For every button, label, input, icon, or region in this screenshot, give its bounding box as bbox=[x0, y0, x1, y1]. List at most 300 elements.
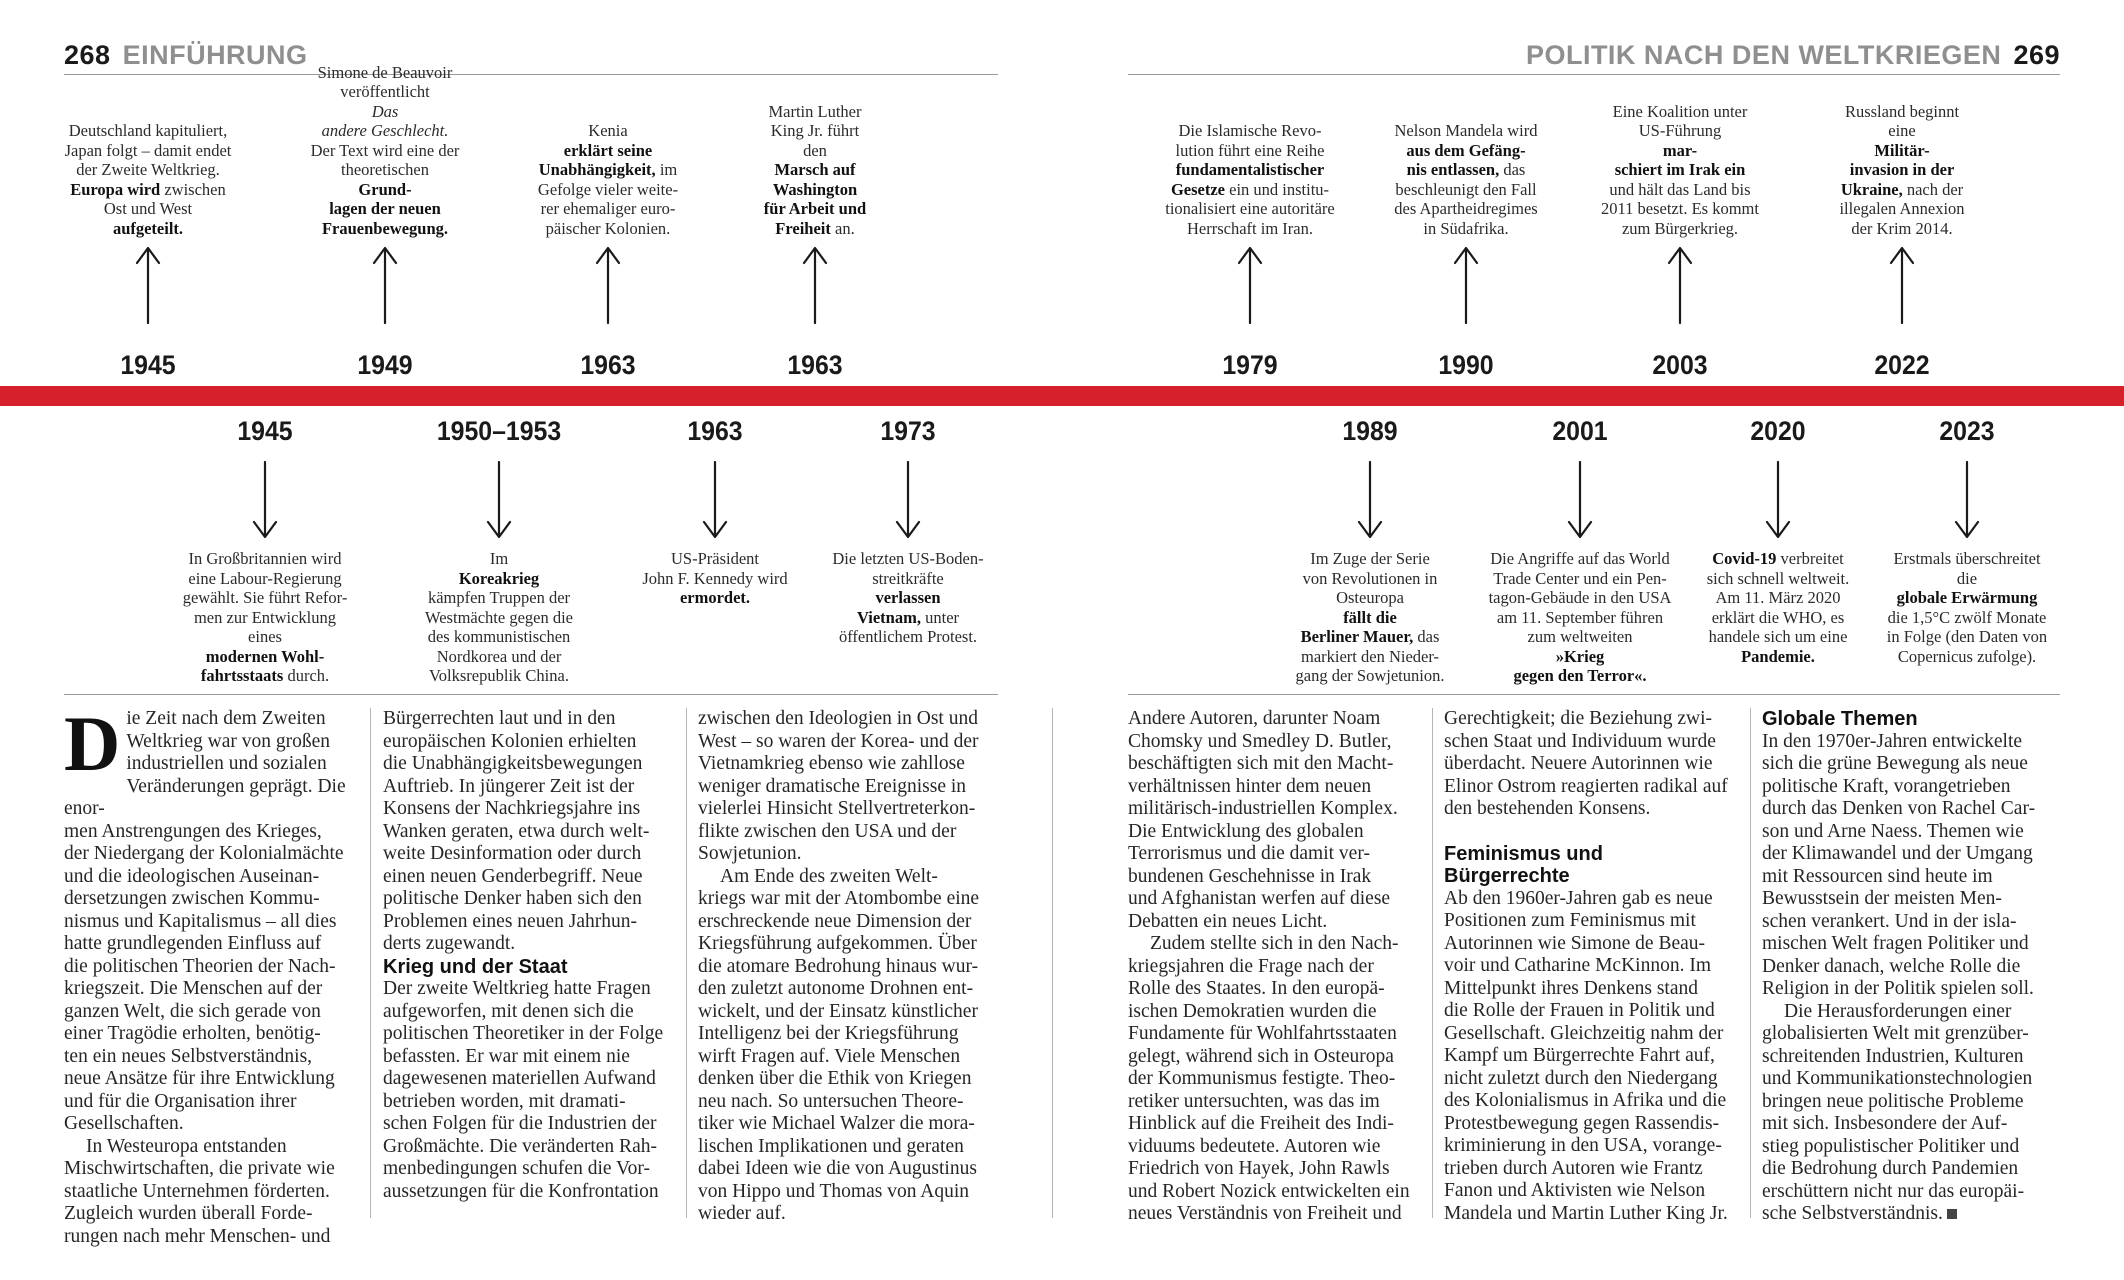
text-line: Intelligenz bei der Kriegsführung bbox=[698, 1023, 959, 1044]
event-text: nach der bbox=[1902, 179, 1964, 199]
text-line: mischen Welt fragen Politiker und bbox=[1762, 933, 2029, 954]
event-text: an. bbox=[830, 218, 855, 238]
text-line: retiker untersuchten, was das im bbox=[1128, 1090, 1380, 1112]
event-text: unter bbox=[920, 607, 960, 627]
event-text: Simone de Beauvoir bbox=[317, 62, 453, 82]
text-line: West – so waren der Korea- und der bbox=[698, 730, 979, 752]
text-line: Kampf um Bürgerrechte Fahrt auf, bbox=[1444, 1045, 1715, 1066]
text-line: men Anstrengungen des Krieges, bbox=[64, 820, 322, 842]
text-line: bringen neue politische Probleme bbox=[1762, 1090, 2024, 1112]
event-text: Volksrepublik China. bbox=[429, 666, 569, 685]
event-text: King Jr. führt bbox=[770, 121, 860, 140]
text-line: den zuletzt autonome Drohnen ent- bbox=[698, 978, 974, 999]
event-text: gang der Sowjetunion. bbox=[1295, 666, 1445, 685]
text-line: politischen Theoretiker in der Folge bbox=[383, 1023, 664, 1044]
event-text: Nordkorea und der bbox=[436, 646, 562, 666]
arrow-up-icon bbox=[593, 245, 623, 325]
text-line: Krieg und der Staat bbox=[383, 955, 568, 978]
text-line: Mittelpunkt ihres Denkens stand bbox=[1444, 977, 1699, 999]
text-line: neues Verständnis von Freiheit und bbox=[1128, 1203, 1402, 1224]
text-line: mit sich. Insbesondere der Auf- bbox=[1762, 1113, 2008, 1134]
text-line: Gesellschaften. bbox=[64, 1113, 184, 1134]
text-line: bundenen Geschehnisse in Irak bbox=[1128, 865, 1372, 887]
column-divider bbox=[1052, 708, 1053, 1218]
body-paragraph bbox=[64, 700, 354, 1136]
text-line: denken über die Ethik von Kriegen bbox=[698, 1068, 972, 1089]
text-line: des Kolonialismus in Afrika und die bbox=[1444, 1090, 1727, 1111]
text-line: Zugleich wurden überall Forde- bbox=[64, 1203, 313, 1224]
text-line: dagewesenen materiellen Aufwand bbox=[383, 1068, 656, 1089]
text-line: Ab den 1960er-Jahren gab es neue bbox=[1444, 887, 1713, 909]
event-emphasis: globale Erwärmung bbox=[1896, 588, 2038, 607]
text-line: Bewusstsein der meisten Men- bbox=[1762, 888, 2002, 909]
text-line: gelegt, während sich in Osteuropa bbox=[1128, 1045, 1394, 1067]
text-line: trieben durch Autoren wie Frantz bbox=[1444, 1157, 1703, 1179]
event-emphasis: Washington bbox=[772, 179, 858, 199]
body-paragraph bbox=[383, 978, 673, 1203]
text-column bbox=[1444, 708, 1734, 1225]
event-emphasis: invasion in der bbox=[1849, 160, 1955, 179]
text-line: staatliche Unternehmen förderten. bbox=[64, 1180, 330, 1202]
event-emphasis: Unabhängigkeit, bbox=[538, 160, 656, 179]
text-line: Weltkrieg war von großen bbox=[126, 730, 330, 752]
text-line: Gerechtigkeit; die Beziehung zwi- bbox=[1444, 708, 1713, 729]
text-line: zwischen den Ideologien in Ost und bbox=[698, 708, 978, 729]
text-line: Mischwirtschaften, die private wie bbox=[64, 1158, 335, 1179]
event-text: Nelson Mandela wird bbox=[1394, 121, 1538, 140]
text-line: mit Ressourcen sind heute im bbox=[1762, 865, 1993, 887]
text-line: der Niedergang der Kolonialmächte bbox=[64, 843, 344, 864]
event-emphasis: für Arbeit und bbox=[763, 199, 867, 218]
text-line: weniger dramatische Ereignisse in bbox=[698, 775, 967, 797]
arrow-up-icon bbox=[1451, 245, 1481, 325]
section-title-right: POLITIK NACH DEN WELTKRIEGEN bbox=[1525, 40, 2002, 70]
text-line: kriegszeit. Die Menschen auf der bbox=[64, 978, 323, 999]
text-line: und die ideologischen Auseinan- bbox=[64, 865, 320, 887]
event-text: kämpfen Truppen der bbox=[427, 588, 571, 607]
text-line: die atomare Bedrohung hinaus wur- bbox=[698, 955, 979, 977]
text-line: nicht zuletzt durch den Niedergang bbox=[1444, 1067, 1718, 1089]
text-line: neu nach. So untersuchen Theore- bbox=[698, 1090, 964, 1112]
arrow-down-icon bbox=[1565, 460, 1595, 540]
column-divider bbox=[1432, 708, 1433, 1218]
event-text: der Krim 2014. bbox=[1851, 218, 1953, 238]
event-text: Copernicus zufolge). bbox=[1897, 646, 2037, 666]
text-line: militärisch-industriellen Komplex. bbox=[1128, 798, 1398, 819]
text-line: Fanon und Aktivisten wie Nelson bbox=[1444, 1180, 1706, 1201]
text-line: nismus und Kapitalismus – all dies bbox=[64, 910, 337, 932]
arrow-down-icon bbox=[893, 460, 923, 540]
text-line: Protestbewegung gegen Rassendis- bbox=[1444, 1112, 1720, 1134]
event-text: veröffentlicht bbox=[340, 82, 430, 101]
arrow-up-icon bbox=[1887, 245, 1917, 325]
body-paragraph bbox=[698, 708, 988, 866]
timeline-year-bottom: 1945 bbox=[237, 416, 293, 446]
text-line: schen Folgen für die Industrien der bbox=[383, 1113, 657, 1134]
paragraph-gap bbox=[1444, 821, 1734, 843]
timeline-year-top: 2003 bbox=[1652, 350, 1708, 380]
body-paragraph bbox=[698, 866, 988, 1226]
text-line: und Kommunikationstechnologien bbox=[1762, 1068, 2033, 1089]
text-line: Terrorismus und die damit ver- bbox=[1128, 843, 1370, 864]
text-line: Gesellschaft. Gleichzeitig nahm der bbox=[1444, 1022, 1724, 1044]
text-line: rungen nach mehr Menschen- und bbox=[64, 1225, 331, 1247]
event-text: von Revolutionen in bbox=[1302, 568, 1438, 588]
event-text: Ost und West bbox=[103, 199, 193, 218]
text-column bbox=[1128, 708, 1418, 1226]
arrow-up-icon bbox=[800, 245, 830, 325]
event-emphasis: andere Geschlecht. bbox=[321, 121, 449, 140]
event-emphasis: aus dem Gefäng- bbox=[1406, 140, 1526, 160]
timeline-year-bottom: 2001 bbox=[1552, 416, 1608, 446]
body-rule-left bbox=[64, 694, 998, 695]
text-line: neue Ansätze für ihre Entwicklung bbox=[64, 1068, 335, 1089]
event-text: Russland beginnt bbox=[1844, 101, 1960, 121]
event-text: eine Labour-Regierung bbox=[188, 568, 342, 588]
header-rule-right bbox=[1128, 74, 2060, 75]
text-line: viduums bedeutete. Autoren wie bbox=[1128, 1135, 1381, 1157]
text-line: Die Entwicklung des globalen bbox=[1128, 820, 1364, 842]
timeline-year-top: 1979 bbox=[1222, 350, 1278, 380]
text-line: menbedingungen schufen die Vor- bbox=[383, 1158, 650, 1179]
text-column bbox=[383, 708, 673, 1203]
event-emphasis: »Krieg bbox=[1555, 646, 1605, 666]
event-text: Die Islamische Revo- bbox=[1178, 121, 1322, 140]
text-line: Globale Themen bbox=[1762, 708, 1918, 730]
event-emphasis: gegen den Terror«. bbox=[1513, 666, 1647, 685]
event-text: durch. bbox=[283, 666, 330, 685]
column-divider bbox=[686, 708, 687, 1218]
text-line: globalisierten Welt mit grenzüber- bbox=[1762, 1023, 2029, 1044]
event-emphasis: Frauenbewegung. bbox=[321, 218, 449, 238]
text-line: Rolle des Staates. In den europä- bbox=[1128, 978, 1385, 999]
arrow-up-icon bbox=[133, 245, 163, 325]
timeline-year-bottom: 2020 bbox=[1750, 416, 1806, 446]
text-line: aufgeworfen, mit denen sich die bbox=[383, 1000, 634, 1022]
text-line: und für die Organisation ihrer bbox=[64, 1090, 297, 1112]
timeline-year-top: 1949 bbox=[357, 350, 413, 380]
timeline-event-bottom bbox=[615, 549, 815, 608]
section-heading bbox=[383, 956, 673, 979]
text-line: Andere Autoren, darunter Noam bbox=[1128, 708, 1381, 729]
text-line: Veränderungen geprägt. Die enor- bbox=[64, 775, 346, 819]
event-text: zwischen bbox=[160, 179, 226, 199]
text-line: In den 1970er-Jahren entwickelte bbox=[1762, 730, 2023, 752]
timeline-event-top bbox=[715, 102, 915, 239]
body-paragraph bbox=[383, 708, 673, 956]
text-line: den bestehenden Konsens. bbox=[1444, 798, 1651, 819]
text-line: schreitenden Industrien, Kulturen bbox=[1762, 1045, 2024, 1067]
text-line: kriminierung in den USA, vorange- bbox=[1444, 1135, 1722, 1156]
event-text: am 11. September führen bbox=[1496, 607, 1664, 627]
event-emphasis: mar- bbox=[1662, 140, 1698, 160]
event-emphasis: fällt die bbox=[1343, 607, 1397, 627]
text-line: Autorinnen wie Simone de Beau- bbox=[1444, 932, 1706, 954]
text-line: aussetzungen für die Konfrontation bbox=[383, 1180, 659, 1202]
event-text: In Großbritannien wird bbox=[188, 549, 342, 568]
event-text: öffentlichem Protest. bbox=[838, 627, 978, 646]
page-header-left bbox=[64, 38, 308, 72]
arrow-up-icon bbox=[1665, 245, 1695, 325]
timeline-event-top bbox=[508, 121, 708, 238]
text-line: erschüttern nicht nur das europäi- bbox=[1762, 1180, 2025, 1202]
event-text: zum Bürgerkrieg. bbox=[1621, 218, 1739, 238]
text-line: Problemen eines neuen Jahrhun- bbox=[383, 910, 637, 932]
timeline-event-bottom bbox=[1867, 549, 2067, 666]
event-text: die bbox=[1956, 568, 1978, 588]
event-text: eine bbox=[1888, 121, 1916, 140]
event-text: im bbox=[655, 160, 678, 179]
text-line: Fundamente für Wohlfahrtsstaaten bbox=[1128, 1023, 1397, 1044]
text-line: überdacht. Neuere Autorinnen wie bbox=[1444, 753, 1713, 774]
text-line: Vietnamkrieg ebenso wie zahllose bbox=[698, 753, 965, 774]
text-line: Feminismus und bbox=[1444, 842, 1603, 865]
arrow-up-icon bbox=[1235, 245, 1265, 325]
body-rule-right bbox=[1128, 694, 2060, 695]
body-paragraph bbox=[1762, 731, 2052, 1001]
page-header-right bbox=[1526, 38, 2060, 72]
text-line: kriegsjahren die Frage nach der bbox=[1128, 955, 1374, 977]
event-text: Der Text wird eine der bbox=[310, 140, 460, 160]
arrow-up-icon bbox=[370, 245, 400, 325]
text-line: ischen Demokratien wurden die bbox=[1128, 1000, 1377, 1022]
event-text: Am 11. März 2020 bbox=[1715, 588, 1841, 607]
timeline-event-top bbox=[48, 121, 248, 238]
body-paragraph bbox=[1128, 708, 1418, 933]
section-heading bbox=[1444, 843, 1734, 888]
text-line: In Westeuropa entstanden bbox=[86, 1135, 287, 1157]
text-line: hatte grundlegenden Einfluss auf bbox=[64, 933, 322, 954]
text-line: wirft Fragen auf. Viele Menschen bbox=[698, 1045, 961, 1067]
text-line: sich die grüne Bewegung als neue bbox=[1762, 753, 2028, 774]
page-number-left: 268 bbox=[64, 40, 111, 70]
timeline-year-bottom: 2023 bbox=[1939, 416, 1995, 446]
text-line: der Klimawandel und der Umgang bbox=[1762, 843, 2033, 864]
event-text: in Südafrika. bbox=[1423, 218, 1509, 238]
text-line: Debatten ein neues Licht. bbox=[1128, 910, 1328, 932]
text-line: Großmächte. Die veränderten Rah- bbox=[383, 1135, 657, 1157]
event-text: päischer Kolonien. bbox=[545, 218, 671, 238]
text-column bbox=[1762, 708, 2052, 1226]
text-line: vielerlei Hinsicht Stellvertreterkon- bbox=[698, 798, 976, 819]
body-paragraph bbox=[64, 1136, 354, 1249]
event-text: die 1,5°C zwölf Monate bbox=[1887, 607, 2047, 627]
timeline-year-top: 2022 bbox=[1874, 350, 1930, 380]
event-emphasis: Militär- bbox=[1874, 140, 1930, 160]
event-text: Westmächte gegen die bbox=[424, 607, 574, 627]
event-text: Trade Center und ein Pen- bbox=[1493, 568, 1667, 588]
event-emphasis: Das bbox=[371, 101, 399, 121]
text-line: der Kommunismus festigte. Theo- bbox=[1128, 1068, 1396, 1089]
event-text: Kenia bbox=[588, 121, 628, 140]
arrow-down-icon bbox=[250, 460, 280, 540]
text-line: voir und Catharine McKinnon. Im bbox=[1444, 955, 1711, 976]
text-line: erschreckende neue Dimension der bbox=[698, 910, 972, 932]
timeline-year-top: 1945 bbox=[120, 350, 176, 380]
text-line: Bürgerrechten laut und in den bbox=[383, 708, 616, 729]
event-emphasis: Marsch auf bbox=[774, 160, 856, 179]
text-line: Religion in der Politik spielen soll. bbox=[1762, 978, 2034, 999]
text-line: verhältnissen hinter dem neuen bbox=[1128, 775, 1372, 797]
event-text: ein und institu- bbox=[1225, 179, 1330, 199]
event-emphasis: Europa wird bbox=[70, 179, 161, 199]
text-line: politische Denker haben sich den bbox=[383, 888, 642, 909]
text-line: befassten. Er war mit einem nie bbox=[383, 1045, 630, 1067]
text-line: schen Staat und Individuum wurde bbox=[1444, 730, 1716, 752]
text-line: Die Herausforderungen einer bbox=[1784, 1000, 2012, 1022]
event-text: illegalen Annexion bbox=[1839, 199, 1965, 218]
event-emphasis: lagen der neuen bbox=[329, 199, 441, 218]
text-line: von Hippo und Thomas von Aquin bbox=[698, 1180, 970, 1202]
text-column bbox=[64, 700, 354, 1248]
event-text: Osteuropa bbox=[1336, 588, 1404, 607]
text-column bbox=[698, 708, 988, 1226]
arrow-down-icon bbox=[700, 460, 730, 540]
event-emphasis: Pandemie. bbox=[1741, 646, 1815, 666]
timeline-event-bottom bbox=[399, 549, 599, 686]
event-emphasis: ermordet. bbox=[679, 588, 751, 607]
timeline-bar bbox=[0, 386, 2124, 406]
event-text: US-Präsident bbox=[671, 549, 759, 568]
arrow-down-icon bbox=[1763, 460, 1793, 540]
text-line: Positionen zum Feminismus mit bbox=[1444, 910, 1696, 931]
event-emphasis: aufgeteilt. bbox=[112, 218, 184, 238]
event-emphasis: erklärt seine bbox=[563, 140, 653, 160]
event-emphasis: Covid-19 bbox=[1712, 549, 1777, 568]
event-text: Deutschland kapituliert, bbox=[68, 121, 228, 140]
text-line: Am Ende des zweiten Welt- bbox=[720, 865, 938, 887]
event-text: Erstmals überschreitet bbox=[1893, 549, 2041, 568]
event-text: Im bbox=[489, 549, 509, 568]
event-text: rer ehemaliger euro- bbox=[540, 199, 676, 218]
body-paragraph bbox=[1444, 888, 1734, 1226]
timeline-event-bottom bbox=[1270, 549, 1470, 686]
timeline-event-top bbox=[1802, 102, 2002, 239]
section-title-left: EINFÜHRUNG bbox=[122, 40, 308, 70]
text-line: Der zweite Weltkrieg hatte Fragen bbox=[383, 978, 651, 999]
timeline-year-top: 1990 bbox=[1438, 350, 1494, 380]
event-emphasis: fundamentalistischer bbox=[1175, 160, 1325, 179]
text-line: weite Desinformation oder durch bbox=[383, 843, 642, 864]
text-line: Auftrieb. In jüngerer Zeit ist der bbox=[383, 775, 635, 797]
text-line: einen neuen Genderbegriff. Neue bbox=[383, 865, 643, 887]
event-text: den bbox=[803, 140, 827, 160]
text-line: europäischen Kolonien erhielten bbox=[383, 730, 637, 752]
text-line: Mandela und Martin Luther King Jr. bbox=[1444, 1202, 1728, 1224]
text-line: Zudem stellte sich in den Nach- bbox=[1150, 933, 1399, 954]
event-emphasis: Berliner Mauer, bbox=[1300, 627, 1414, 646]
timeline-event-top bbox=[1366, 121, 1566, 238]
text-line: dabei Ideen wie die von Augustinus bbox=[698, 1158, 977, 1179]
event-text: men zur Entwicklung bbox=[193, 607, 337, 627]
event-emphasis: Gesetze bbox=[1170, 179, 1225, 199]
page-number-right: 269 bbox=[2013, 40, 2060, 70]
event-text: das bbox=[1413, 627, 1440, 646]
text-line: Konsens der Nachkriegsjahre ins bbox=[383, 798, 641, 819]
event-emphasis: fahrtsstaats bbox=[200, 666, 284, 685]
text-line: betrieben worden, mit dramati- bbox=[383, 1090, 626, 1112]
event-text: handele sich um eine bbox=[1708, 627, 1848, 646]
text-line: stieg populistischer Politiker und bbox=[1762, 1135, 2020, 1157]
text-line: Hinblick auf die Freiheit des Indi- bbox=[1128, 1113, 1394, 1134]
event-emphasis: Koreakrieg bbox=[458, 568, 540, 588]
text-line: Sowjetunion. bbox=[698, 843, 802, 864]
event-text: Martin Luther bbox=[768, 101, 862, 121]
body-paragraph bbox=[1128, 933, 1418, 1226]
event-text: Herrschaft im Iran. bbox=[1187, 218, 1313, 238]
timeline-event-top bbox=[285, 63, 485, 239]
event-text: Gefolge vieler weite- bbox=[537, 179, 679, 199]
column-divider bbox=[1750, 708, 1751, 1218]
text-line: einer Tragödie erholten, benötig- bbox=[64, 1023, 321, 1044]
text-line: und Robert Nozick entwickelten ein bbox=[1128, 1180, 1410, 1202]
event-text: beschleunigt den Fall bbox=[1395, 179, 1537, 199]
text-line: Bürgerrechte bbox=[1444, 865, 1570, 887]
text-line: Friedrich von Hayek, John Rawls bbox=[1128, 1158, 1390, 1179]
text-line: und Afghanistan werfen auf diese bbox=[1128, 888, 1391, 909]
event-text: markiert den Nieder- bbox=[1300, 646, 1440, 666]
event-text: gewählt. Sie führt Refor- bbox=[182, 588, 348, 607]
event-emphasis: verlassen bbox=[875, 588, 941, 607]
text-line: die politischen Theorien der Nach- bbox=[64, 955, 336, 977]
section-heading bbox=[1762, 708, 2052, 731]
text-line: derts zugewandt. bbox=[383, 933, 516, 954]
event-emphasis: Freiheit bbox=[775, 218, 831, 238]
text-line: tiker wie Michael Walzer die mora- bbox=[698, 1113, 975, 1134]
text-line: politische Kraft, vorangetrieben bbox=[1762, 775, 2011, 797]
event-emphasis: nis entlassen, bbox=[1406, 160, 1500, 179]
text-line: Chomsky und Smedley D. Butler, bbox=[1128, 730, 1392, 752]
text-line: die Rolle der Frauen in Politik und bbox=[1444, 1000, 1715, 1021]
text-line: Kriegsführung aufgekommen. Über bbox=[698, 933, 977, 954]
event-text: theoretischen bbox=[341, 160, 429, 179]
event-emphasis: Ukraine, bbox=[1840, 179, 1903, 199]
event-text: Im Zuge der Serie bbox=[1310, 549, 1430, 568]
text-line: Denker danach, welche Rolle die bbox=[1762, 955, 2021, 977]
arrow-down-icon bbox=[1355, 460, 1385, 540]
body-paragraph bbox=[1444, 708, 1734, 821]
header-rule-left bbox=[64, 74, 998, 75]
event-text: in Folge (den Daten von bbox=[1886, 627, 2048, 646]
text-line: Wanken geraten, etwa durch welt- bbox=[383, 820, 650, 842]
text-line: flikte zwischen den USA und der bbox=[698, 820, 957, 842]
timeline-year-top: 1963 bbox=[580, 350, 636, 380]
text-line: sche Selbstverständnis. bbox=[1762, 1203, 1943, 1224]
text-line: beschäftigten sich mit den Macht- bbox=[1128, 753, 1394, 774]
event-text: verbreitet bbox=[1776, 549, 1844, 568]
timeline-year-bottom: 1973 bbox=[880, 416, 936, 446]
event-text: tionalisiert eine autoritäre bbox=[1165, 199, 1335, 218]
timeline-year-top: 1963 bbox=[787, 350, 843, 380]
text-line: kriegs war mit der Atombombe eine bbox=[698, 888, 980, 909]
event-text: und hält das Land bis bbox=[1609, 179, 1751, 199]
arrow-down-icon bbox=[484, 460, 514, 540]
event-text: des Apartheidregimes bbox=[1394, 199, 1538, 218]
text-line: dersetzungen zwischen Kommu- bbox=[64, 888, 320, 909]
timeline-event-bottom bbox=[1678, 549, 1878, 666]
text-line: son und Arne Naess. Themen wie bbox=[1762, 820, 2024, 842]
text-line: industriellen und sozialen bbox=[126, 753, 327, 774]
timeline-event-top bbox=[1580, 102, 1780, 239]
text-line: ganzen Welt, die sich gerade von bbox=[64, 1000, 321, 1022]
event-emphasis: Grund- bbox=[358, 179, 412, 199]
event-text: das bbox=[1499, 160, 1526, 179]
timeline-year-bottom: 1989 bbox=[1342, 416, 1398, 446]
event-text: tagon-Gebäude in den USA bbox=[1488, 588, 1672, 607]
event-text: 2011 besetzt. Es kommt bbox=[1601, 199, 1759, 218]
event-text: lution führt eine Reihe bbox=[1175, 140, 1325, 160]
timeline-event-top bbox=[1150, 121, 1350, 238]
